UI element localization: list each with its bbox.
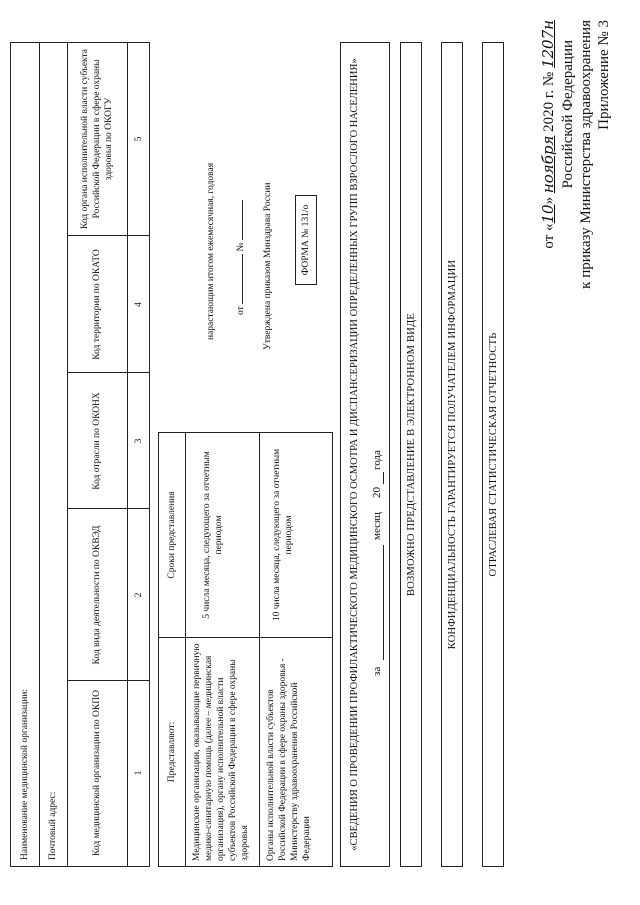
col-divider bbox=[67, 508, 149, 509]
org-name-label: Наименование медицинской организации: bbox=[20, 688, 30, 860]
org-address-label: Почтовый адрес: bbox=[48, 791, 58, 860]
header-okpo: Код медицинской организации по ОКПО bbox=[92, 690, 102, 856]
period-year: года bbox=[371, 450, 383, 470]
period-za: за bbox=[371, 666, 383, 676]
handwritten-order-number: 1207н bbox=[539, 20, 557, 69]
col-number-5: 5 bbox=[133, 136, 144, 142]
appendix-order-ref: к приказу Министерства здравоохранения bbox=[578, 20, 594, 289]
col-divider bbox=[67, 372, 149, 373]
header-okonh: Код отрасли по ОКОНХ bbox=[92, 392, 102, 490]
submitters-header: Представляют: bbox=[167, 721, 177, 783]
deadline-regional-authorities: 10 числа месяца, следующего за отчетным периодом bbox=[272, 448, 294, 622]
report-title-box bbox=[340, 42, 390, 867]
submitter-medical-orgs: Медицинские организации, оказывающие первичную медико-санитарную помощь (далее – медицинская организация), органу исполнительной власти субъектов Российской Федерации в сфере охраны здоровья bbox=[192, 643, 250, 861]
header-okved: Код вида деятельности по ОКВЭД bbox=[92, 525, 102, 665]
report-title: «СВЕДЕНИЯ О ПРОВЕДЕНИИ ПРОФИЛАКТИЧЕСКОГО МЕДИЦИНСКОГО ОСМОТРА И ДИСПАНСЕРИЗАЦИИ ОПРЕДЕЛЕННЫХ ГРУПП ВЗРОСЛОГО НАСЕЛЕНИЯ» bbox=[348, 58, 360, 851]
handwritten-month: ноября bbox=[539, 135, 557, 194]
col-number-4: 4 bbox=[133, 302, 144, 307]
report-period bbox=[368, 43, 388, 866]
confidentiality-banner: КОНФИДЕНЦИАЛЬНОСТЬ ГАРАНТИРУЕТСЯ ПОЛУЧАТЕЛЕМ ИНФОРМАЦИИ bbox=[441, 42, 463, 867]
appendix-date-number: от «10» ноября 2020 г. № 1207н bbox=[539, 20, 557, 249]
col-number-1: 1 bbox=[133, 770, 144, 776]
deadline-medical-orgs: 5 числа месяца, следующего за отчетным периодом bbox=[202, 451, 224, 619]
header-okato: Код территории по ОКАТО bbox=[92, 249, 102, 360]
period-year-blank bbox=[383, 472, 384, 484]
row-divider bbox=[39, 43, 40, 866]
electronic-banner: ВОЗМОЖНО ПРЕДСТАВЛЕНИЕ В ЭЛЕКТРОННОМ ВИДЕ bbox=[400, 42, 422, 867]
submission-table bbox=[158, 432, 333, 867]
periodicity: нарастающим итогом ежемесячная, годовая bbox=[206, 162, 216, 340]
reporting-banner: ОТРАСЛЕВАЯ СТАТИСТИЧЕСКАЯ ОТЧЕТНОСТЬ bbox=[482, 42, 504, 867]
col-divider bbox=[67, 680, 149, 681]
row-divider bbox=[185, 433, 186, 866]
col-number-2: 2 bbox=[133, 592, 144, 598]
submitter-regional-authorities: Органы исполнительной власти субъектов Российской Федерации в сфере охраны здоровья - Министерству здравоохранения Российской Федерации bbox=[266, 658, 312, 861]
row-divider bbox=[67, 43, 68, 866]
col-divider bbox=[67, 235, 149, 236]
organization-codes-block bbox=[10, 42, 150, 867]
row-divider bbox=[259, 433, 260, 866]
appendix-federation: Российской Федерации bbox=[560, 40, 576, 189]
approval-date-number: от № bbox=[233, 200, 247, 315]
col-number-3: 3 bbox=[133, 438, 144, 444]
period-month: месяц bbox=[371, 512, 383, 540]
period-20: 20 bbox=[371, 487, 383, 498]
period-month-blank bbox=[383, 545, 384, 660]
appendix-number: Приложение № 3 bbox=[596, 20, 612, 130]
header-okogu: Код органа исполнительной власти субъекта Российской Федерации в сфере охраны здоровья по ОКОГУ bbox=[80, 48, 114, 230]
handwritten-day: 10 bbox=[539, 204, 557, 224]
form-number: ФОРМА № 131/о bbox=[295, 195, 317, 285]
deadline-header: Сроки представления bbox=[167, 491, 177, 579]
approval-note: Утверждена приказом Минздрава России bbox=[263, 182, 273, 350]
